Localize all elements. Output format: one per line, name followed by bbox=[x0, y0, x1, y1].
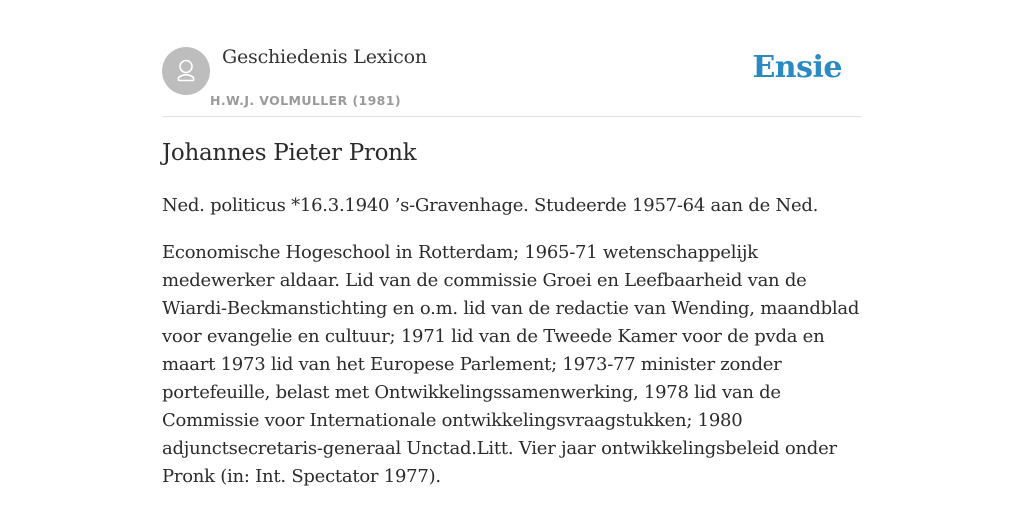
author-label: H.W.J. VOLMULLER (1981) bbox=[210, 93, 401, 108]
article-paragraph: Economische Hogeschool in Rotterdam; 1965-71 wetenschappelijk medewerker aldaar. Lid van de commissie Groei en Leefbaarheid van de Wiardi-Beckmanstichting en o.m. lid van de redactie van Wending, maandblad voor evangelie en cultuur; 1971 lid van de Tweede Kamer voor de pvda en maart 1973 lid van het Europese Parlement; 1973-77 minister zonder portefeuille, belast met Ontwikkelingssamenwerking, 1978 lid van de Commissie voor Internationale ontwikkelingsvraagstukken; 1980 adjunctsecretaris-generaal Unctad.Litt. Vier jaar ontwikkelingsbeleid onder Pronk (in: Int. Spectator 1977). bbox=[162, 242, 860, 487]
user-icon bbox=[162, 47, 210, 95]
source-header bbox=[162, 0, 862, 117]
article-paragraph: Ned. politicus *16.3.1940 ’s-Gravenhage. Studeerde 1957-64 aan de Ned. bbox=[162, 195, 819, 216]
brand-logo[interactable]: Ensie bbox=[752, 50, 842, 85]
source-title[interactable]: Geschiedenis Lexicon bbox=[222, 46, 427, 68]
page-title: Johannes Pieter Pronk bbox=[162, 140, 417, 166]
article-card bbox=[162, 0, 862, 512]
